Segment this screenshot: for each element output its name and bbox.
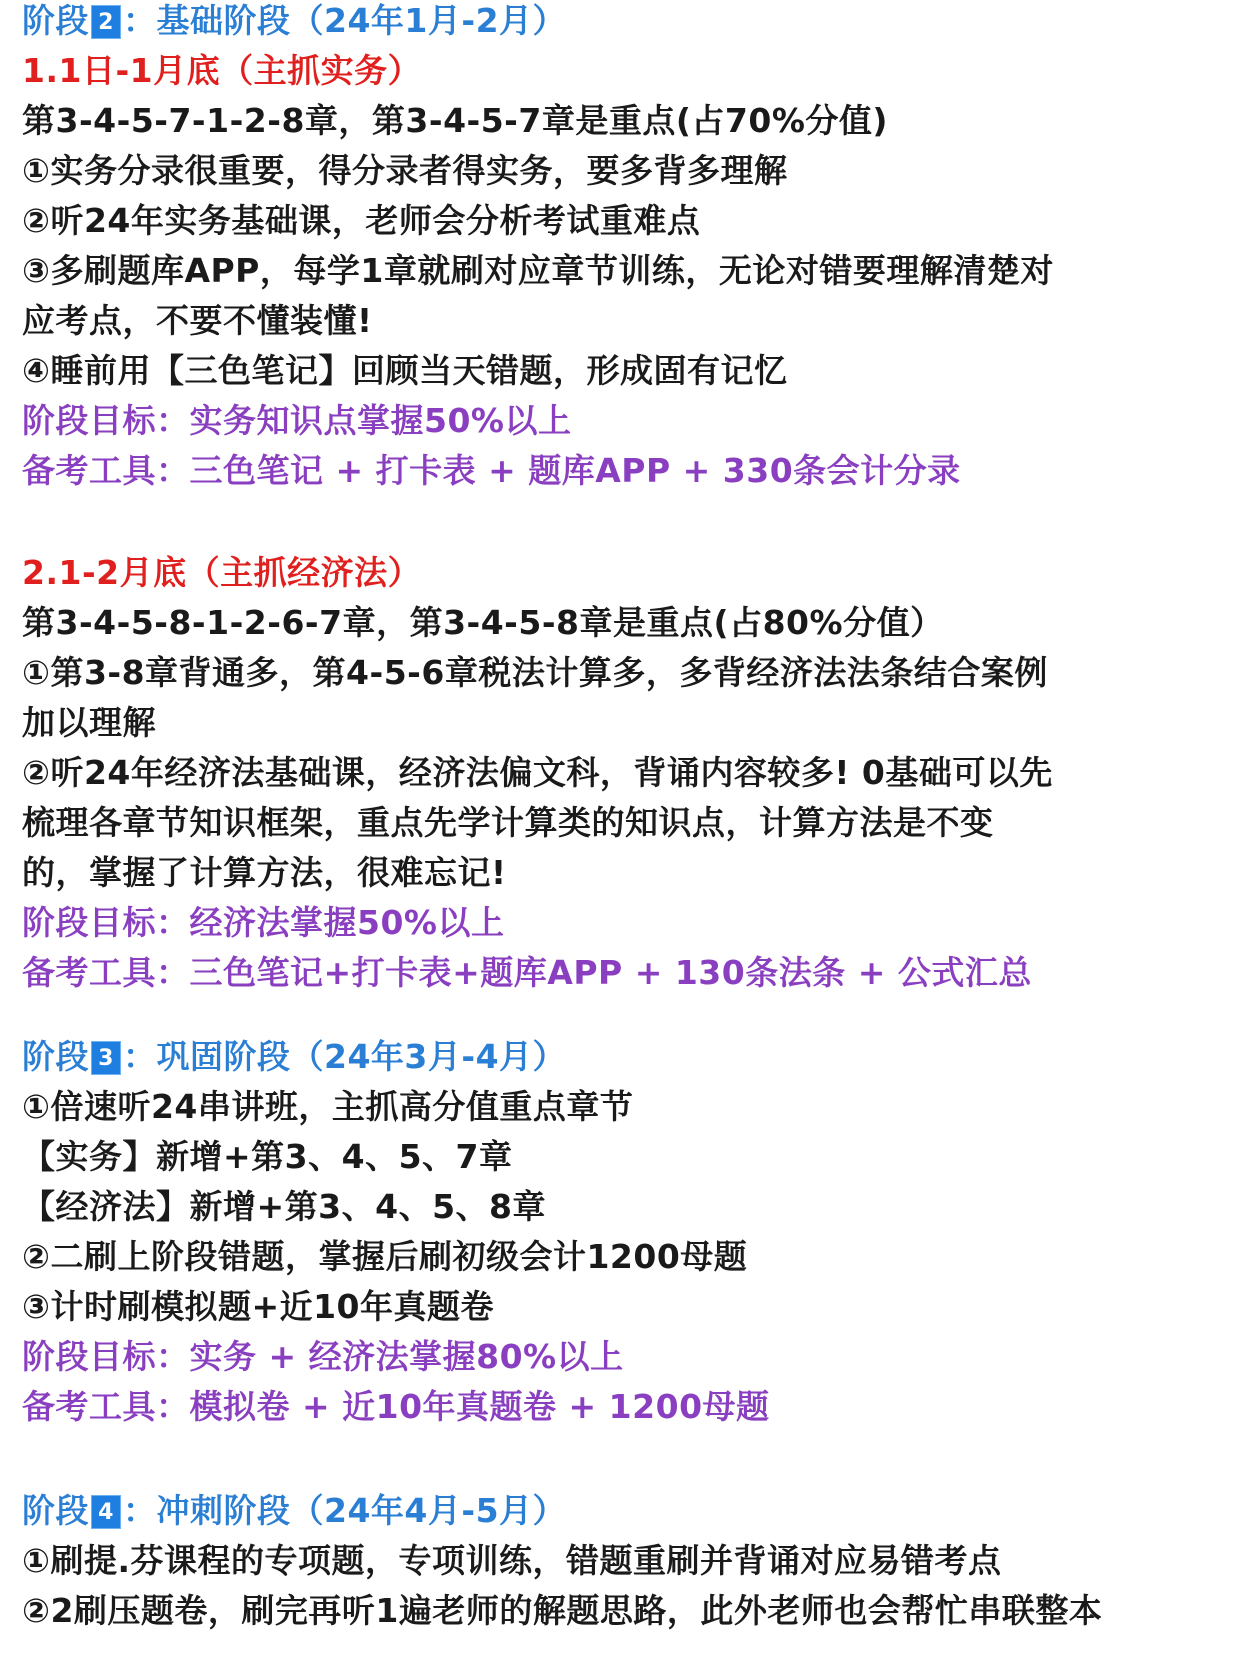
stage-prefix: 阶段	[22, 1491, 89, 1530]
part-1-item-4: ④睡前用【三色笔记】回顾当天错题，形成固有记忆	[22, 351, 788, 390]
part-1-tools: 备考工具：三色笔记 + 打卡表 + 题库APP + 330条会计分录	[22, 451, 961, 490]
part-2-item-2-line-1: ②听24年经济法基础课，经济法偏文科，背诵内容较多! 0基础可以先	[22, 753, 1053, 792]
part-1-item-2: ②听24年实务基础课，老师会分析考试重难点	[22, 201, 701, 240]
part-2-item-2-line-2: 梳理各章节知识框架，重点先学计算类的知识点，计算方法是不变	[22, 803, 994, 842]
stage-title: ：巩固阶段（24年3月-4月）	[123, 1037, 567, 1076]
stage-title: ：冲刺阶段（24年4月-5月）	[123, 1491, 567, 1530]
part-1-item-3-line-2: 应考点，不要不懂装懂!	[22, 301, 373, 340]
stage-3-item-2: ②二刷上阶段错题，掌握后刷初级会计1200母题	[22, 1237, 748, 1276]
spacer	[22, 998, 1220, 1032]
stage-3-item-1: ①倍速听24串讲班，主抓高分值重点章节	[22, 1087, 634, 1126]
stage-title: ：基础阶段（24年1月-2月）	[123, 1, 567, 40]
part-2-item-2-line-3: 的，掌握了计算方法，很难忘记!	[22, 853, 507, 892]
stage-number-badge: 2	[91, 5, 121, 39]
stage-prefix: 阶段	[22, 1037, 89, 1076]
part-2-tools: 备考工具：三色笔记+打卡表+题库APP + 130条法条 + 公式汇总	[22, 953, 1032, 992]
stage-3-item-1b: 【经济法】新增+第3、4、5、8章	[22, 1187, 546, 1226]
part-1-goal: 阶段目标：实务知识点掌握50%以上	[22, 401, 572, 440]
stage-4-heading	[22, 1486, 1220, 1536]
spacer	[22, 496, 1220, 548]
part-2-item-1-line-1: ①第3-8章背通多，第4-5-6章税法计算多，多背经济法法条结合案例	[22, 653, 1048, 692]
part-2-goal: 阶段目标：经济法掌握50%以上	[22, 903, 505, 942]
part-2-item-1-line-2: 加以理解	[22, 703, 156, 742]
stage-number-badge: 3	[91, 1041, 121, 1075]
part-1-chapters: 第3-4-5-7-1-2-8章，第3-4-5-7章是重点(占70%分值)	[22, 101, 888, 140]
stage-4-item-1: ①刷提.芬课程的专项题，专项训练，错题重刷并背诵对应易错考点	[22, 1541, 1002, 1580]
stage-4-item-2: ②2刷压题卷，刷完再听1遍老师的解题思路，此外老师也会帮忙串联整本	[22, 1591, 1103, 1630]
stage-3-tools: 备考工具：模拟卷 + 近10年真题卷 + 1200母题	[22, 1387, 770, 1426]
spacer	[22, 1432, 1220, 1486]
part-1-heading: 1.1日-1月底（主抓实务）	[22, 51, 422, 90]
stage-3-item-3: ③计时刷模拟题+近10年真题卷	[22, 1287, 495, 1326]
stage-3-heading	[22, 1032, 1220, 1082]
part-2-heading: 2.1-2月底（主抓经济法）	[22, 553, 422, 592]
stage-2-heading	[22, 0, 1220, 46]
stage-prefix: 阶段	[22, 1, 89, 40]
stage-number-badge: 4	[91, 1495, 121, 1529]
part-1-item-3-line-1: ③多刷题库APP，每学1章就刷对应章节训练，无论对错要理解清楚对	[22, 251, 1054, 290]
part-2-chapters: 第3-4-5-8-1-2-6-7章，第3-4-5-8章是重点(占80%分值）	[22, 603, 944, 642]
stage-3-item-1a: 【实务】新增+第3、4、5、7章	[22, 1137, 513, 1176]
stage-3-goal: 阶段目标：实务 + 经济法掌握80%以上	[22, 1337, 624, 1376]
part-1-item-1: ①实务分录很重要，得分录者得实务，要多背多理解	[22, 151, 788, 190]
